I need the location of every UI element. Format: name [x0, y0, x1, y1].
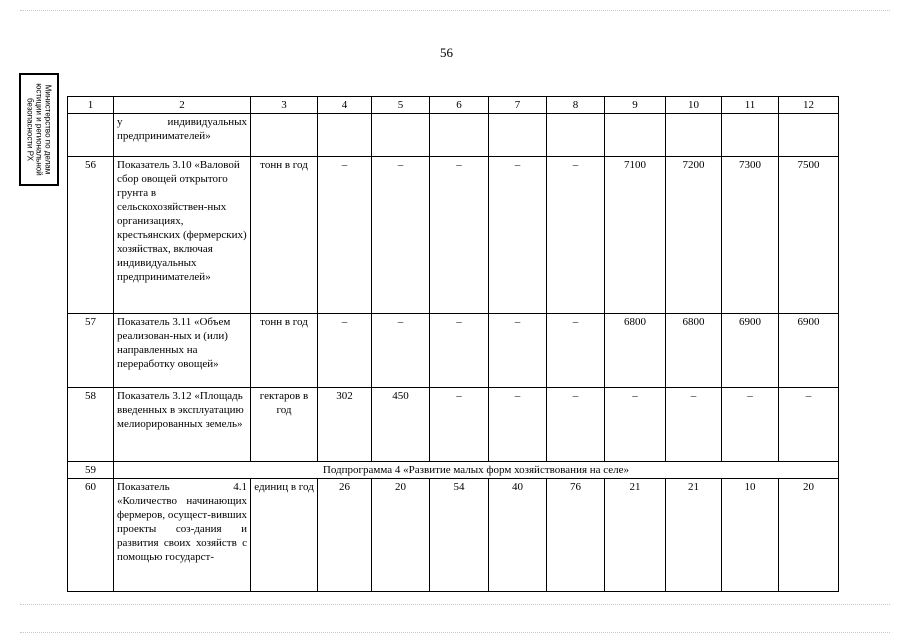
- col-header: 6: [430, 97, 489, 114]
- value-cell: 40: [489, 479, 547, 592]
- value-cell: 7200: [666, 157, 722, 314]
- value-cell: –: [372, 157, 430, 314]
- value-cell: –: [489, 388, 547, 462]
- scan-artifact-bottom-2: [20, 632, 890, 634]
- row-number: 56: [68, 157, 114, 314]
- value-cell: 20: [372, 479, 430, 592]
- col-header: 12: [779, 97, 839, 114]
- table-row-continuation: [68, 114, 839, 157]
- unit: единиц в год: [251, 479, 318, 592]
- indicator-name: у индивидуальных предпринимателей»: [114, 114, 251, 157]
- value-cell: 6800: [605, 314, 666, 388]
- value-cell: 450: [372, 388, 430, 462]
- col-header: 5: [372, 97, 430, 114]
- row-number: 59: [68, 462, 114, 479]
- value-cell: –: [547, 388, 605, 462]
- table-row: [68, 479, 839, 592]
- value-cell: 7100: [605, 157, 666, 314]
- value-cell: 54: [430, 479, 489, 592]
- value-cell: 7500: [779, 157, 839, 314]
- row-number: 58: [68, 388, 114, 462]
- value-cell: –: [430, 157, 489, 314]
- value-cell: 6900: [779, 314, 839, 388]
- col-header: 4: [318, 97, 372, 114]
- value-cell: –: [318, 314, 372, 388]
- col-header: 10: [666, 97, 722, 114]
- col-header: 7: [489, 97, 547, 114]
- value-cell: –: [666, 388, 722, 462]
- indicators-table: [67, 96, 839, 592]
- col-header: 11: [722, 97, 779, 114]
- col-header: 3: [251, 97, 318, 114]
- value-cell: 6800: [666, 314, 722, 388]
- scan-artifact-top: [20, 10, 890, 12]
- col-header: 2: [114, 97, 251, 114]
- value-cell: 20: [779, 479, 839, 592]
- value-cell: 26: [318, 479, 372, 592]
- value-cell: 76: [547, 479, 605, 592]
- value-cell: –: [489, 157, 547, 314]
- unit: гектаров в год: [251, 388, 318, 462]
- col-header: 1: [68, 97, 114, 114]
- column-number-row: [68, 97, 839, 114]
- unit: тонн в год: [251, 157, 318, 314]
- value-cell: –: [318, 157, 372, 314]
- table-row: [68, 388, 839, 462]
- value-cell: –: [722, 388, 779, 462]
- value-cell: 10: [722, 479, 779, 592]
- row-number: 60: [68, 479, 114, 592]
- indicator-name: Показатель 3.12 «Площадь введенных в эксплуатацию мелиорированных земель»: [114, 388, 251, 462]
- value-cell: –: [430, 314, 489, 388]
- subprogram-row: [68, 462, 839, 479]
- subprogram-title: Подпрограмма 4 «Развитие малых форм хозяйствования на селе»: [114, 462, 839, 479]
- value-cell: 21: [605, 479, 666, 592]
- indicator-name: Показатель 3.11 «Объем реализован-ных и (или) направленных на переработку овощей»: [114, 314, 251, 388]
- scan-artifact-bottom: [20, 604, 890, 606]
- value-cell: –: [489, 314, 547, 388]
- value-cell: –: [779, 388, 839, 462]
- row-number: 57: [68, 314, 114, 388]
- unit: тонн в год: [251, 314, 318, 388]
- value-cell: –: [605, 388, 666, 462]
- value-cell: –: [372, 314, 430, 388]
- table-row: [68, 157, 839, 314]
- table-row: [68, 314, 839, 388]
- col-header: 8: [547, 97, 605, 114]
- page-number: 56: [440, 45, 453, 60]
- value-cell: 6900: [722, 314, 779, 388]
- indicator-name: Показатель 4.1 «Количество начинающих фермеров, осущест-вивших проекты соз-дания и развития своих хозяйств с помощью государст-: [114, 479, 251, 592]
- stamp-text: Министерство по делам юстиции и региональной безопасности РХ: [25, 83, 53, 176]
- value-cell: 302: [318, 388, 372, 462]
- value-cell: –: [430, 388, 489, 462]
- value-cell: 7300: [722, 157, 779, 314]
- value-cell: –: [547, 157, 605, 314]
- value-cell: 21: [666, 479, 722, 592]
- registration-stamp: [19, 73, 59, 186]
- value-cell: –: [547, 314, 605, 388]
- indicator-name: Показатель 3.10 «Валовой сбор овощей открытого грунта в сельскохозяйствен-ных организациях, крестьянских (фермерских) хозяйствах, включая индивидуальных предпринимателей»: [114, 157, 251, 314]
- col-header: 9: [605, 97, 666, 114]
